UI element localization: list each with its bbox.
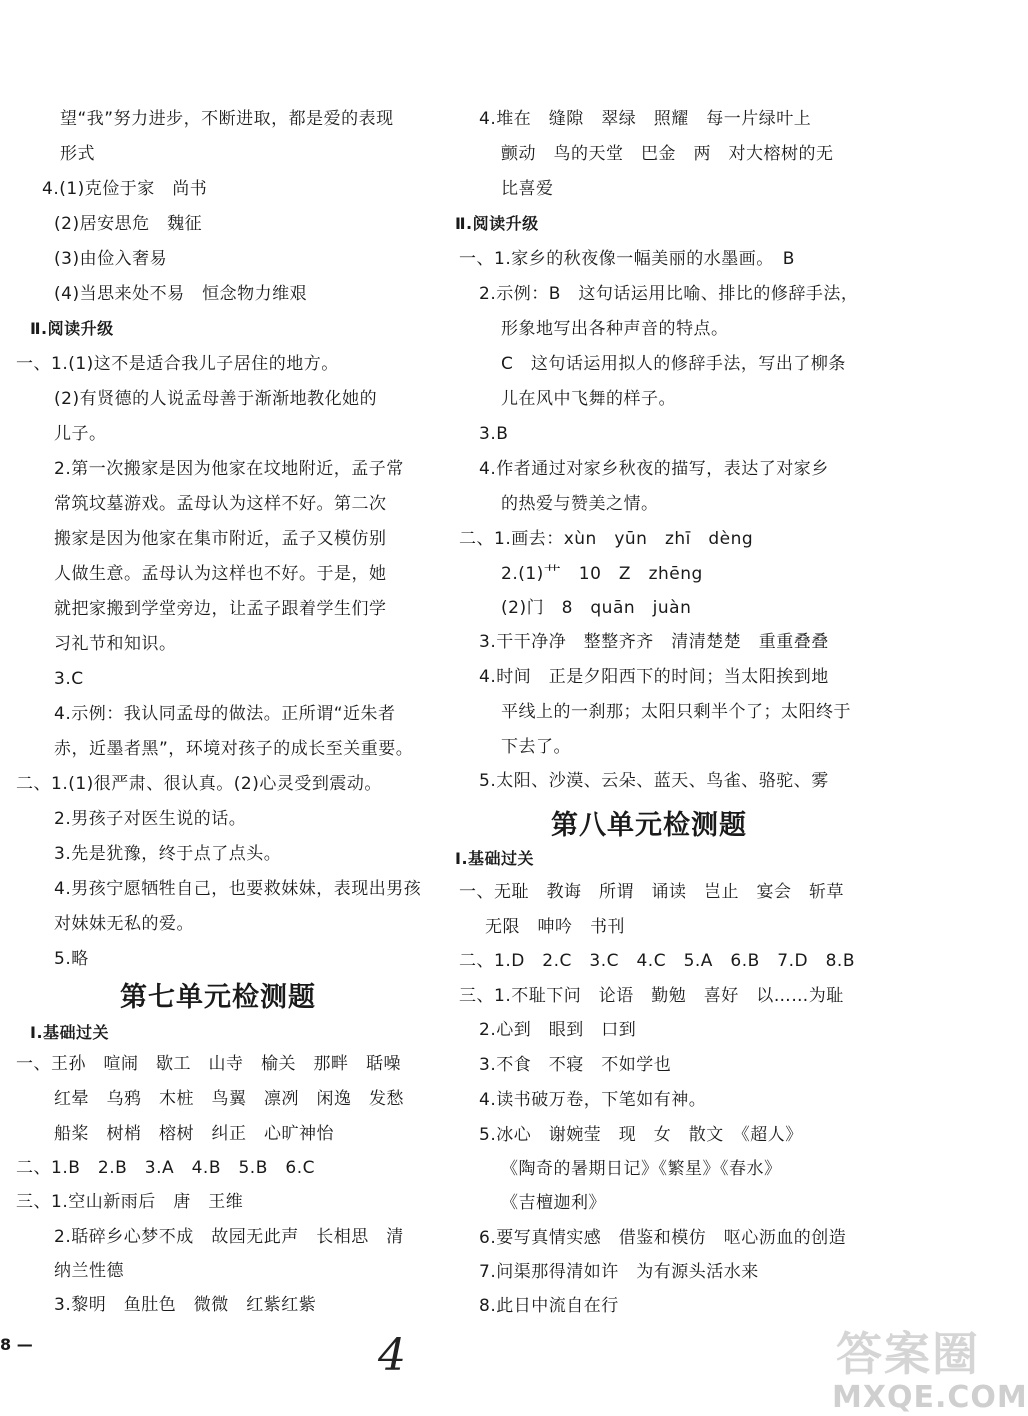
answer-line: 三、1.不耻下问 论语 勤勉 喜好 以……为耻 [459,986,844,1006]
answer-line: 儿在风中飞舞的样子。 [501,389,676,409]
answer-line: 4.作者通过对家乡秋夜的描写，表达了对家乡 [479,459,829,479]
answer-line: 形式 [60,144,95,164]
answer-line: 二、1.D 2.C 3.C 4.C 5.A 6.B 7.D 8.B [459,951,856,971]
answer-line: 一、1.(1)这不是适合我儿子居住的地方。 [16,354,339,374]
answer-line: 习礼节和知识。 [54,634,177,654]
watermark-logo: 答案圈 [836,1327,980,1381]
answer-line: 3.B [479,424,509,444]
answer-line: 的热爱与赞美之情。 [501,494,659,514]
answer-line: 形象地写出各种声音的特点。 [501,319,729,339]
answer-line: 3.先是犹豫，终于点了点头。 [54,844,282,864]
answer-line: 2.示例：B 这句话运用比喻、排比的修辞手法， [479,284,859,304]
answer-line: (4)当思来处不易 恒念物力维艰 [54,284,308,304]
answer-line: 望“我”努力进步，不断进取，都是爱的表现 [60,109,394,129]
section-title: 第七单元检测题 [120,982,316,1013]
answer-line: 搬家是因为他家在集市附近，孟子又模仿别 [54,529,387,549]
answer-line: (3)由俭入奢易 [54,249,168,269]
answer-line: 二、1.画去：xùn yūn zhī dèng [459,529,754,549]
answer-line: 红晕 乌鸦 木桩 鸟翼 凛冽 闲逸 发愁 [54,1089,404,1109]
answer-line: 7.问渠那得清如许 为有源头活水来 [479,1262,759,1282]
watermark [828,1318,1028,1416]
answer-line: 2.第一次搬家是因为他家在坟地附近，孟子常 [54,459,404,479]
answer-line: 4.堆在 缝隙 翠绿 照耀 每一片绿叶上 [479,109,812,129]
section-title: 第八单元检测题 [551,810,747,841]
answer-line: 4.读书破万卷，下笔如有神。 [479,1090,707,1110]
watermark-text: MXQE.COM [832,1380,1028,1415]
answer-line: 4.(1)克俭于家 尚书 [42,179,208,199]
answer-line: 人做生意。孟母认为这样也不好。于是，她 [54,564,387,584]
answer-line: 无限 呻吟 书刊 [485,917,625,937]
answer-line: 4.时间 正是夕阳西下的时间；当太阳挨到地 [479,667,829,687]
section-heading: Ⅱ.阅读升级 [455,214,539,233]
answer-line: 3.干干净净 整整齐齐 清清楚楚 重重叠叠 [479,632,829,652]
answer-line: 3.C [54,669,84,689]
answer-line: 5.略 [54,949,89,969]
answer-line: 比喜爱 [501,179,554,199]
answer-line: 《吉檀迦利》 [501,1193,606,1213]
answer-line: 8.此日中流自在行 [479,1296,619,1316]
answer-line: (2)居安思危 魏征 [54,214,203,234]
answer-line: 5.冰心 谢婉莹 现 女 散文 《超人》 [479,1125,803,1145]
answer-line: 一、无耻 教诲 所谓 诵读 岂止 宴会 斩草 [459,882,844,902]
answer-line: 4.男孩宁愿牺牲自己，也要救妹妹，表现出男孩 [54,879,422,899]
answer-line: 《陶奇的暑期日记》《繁星》《春水》 [501,1159,782,1179]
answer-line: 船桨 树梢 榕树 纠正 心旷神怡 [54,1124,334,1144]
answer-line: 6.要写真情实感 借鉴和模仿 呕心沥血的创造 [479,1228,847,1248]
answer-line: 2.心到 眼到 口到 [479,1020,637,1040]
answer-line: 下去了。 [501,737,571,757]
answer-line: 儿子。 [54,424,107,444]
section-heading: Ⅰ.基础过关 [455,849,535,868]
section-heading: Ⅰ.基础过关 [30,1023,110,1042]
answer-line: 5.太阳、沙漠、云朵、蓝天、鸟雀、骆驼、雾 [479,771,829,791]
answer-line: 2.(1)艹 10 Z zhēng [501,564,703,584]
answer-line: C 这句话运用拟人的修辞手法，写出了柳条 [501,354,846,374]
answer-line: 二、1.B 2.B 3.A 4.B 5.B 6.C [16,1158,315,1178]
handwritten-mark: 4 [378,1330,406,1381]
answer-line: 一、王孙 喧闹 歇工 山寺 榆关 那畔 聒噪 [16,1054,401,1074]
answer-line: 4.示例：我认同孟母的做法。正所谓“近朱者 [54,704,396,724]
answer-line: 常筑坟墓游戏。孟母认为这样不好。第二次 [54,494,387,514]
answer-line: 二、1.(1)很严肃、很认真。(2)心灵受到震动。 [16,774,382,794]
answer-line: 就把家搬到学堂旁边，让孟子跟着学生们学 [54,599,387,619]
answer-line: 2.聒碎乡心梦不成 故园无此声 长相思 清 [54,1227,404,1247]
section-heading: Ⅱ.阅读升级 [30,319,114,338]
answer-line: 2.男孩子对医生说的话。 [54,809,247,829]
answer-line: 对妹妹无私的爱。 [54,914,194,934]
answer-line: 赤，近墨者黑”，环境对孩子的成长至关重要。 [54,739,414,759]
answer-line: 3.黎明 鱼肚色 微微 红紫红紫 [54,1295,317,1315]
answer-line: 纳兰性德 [54,1261,124,1281]
answer-line: (2)门 8 quān juàn [501,598,692,618]
answer-line: 3.不食 不寝 不如学也 [479,1055,672,1075]
answer-line: 三、1.空山新雨后 唐 王维 [16,1192,244,1212]
answer-line: (2)有贤德的人说孟母善于渐渐地教化她的 [54,389,378,409]
answer-line: 颤动 鸟的天堂 巴金 两 对大榕树的无 [501,144,834,164]
page-number: 8 — [0,1335,33,1354]
answer-line: 一、1.家乡的秋夜像一幅美丽的水墨画。 B [459,249,795,269]
answer-line: 平线上的一刹那；太阳只剩半个了；太阳终于 [501,702,851,722]
